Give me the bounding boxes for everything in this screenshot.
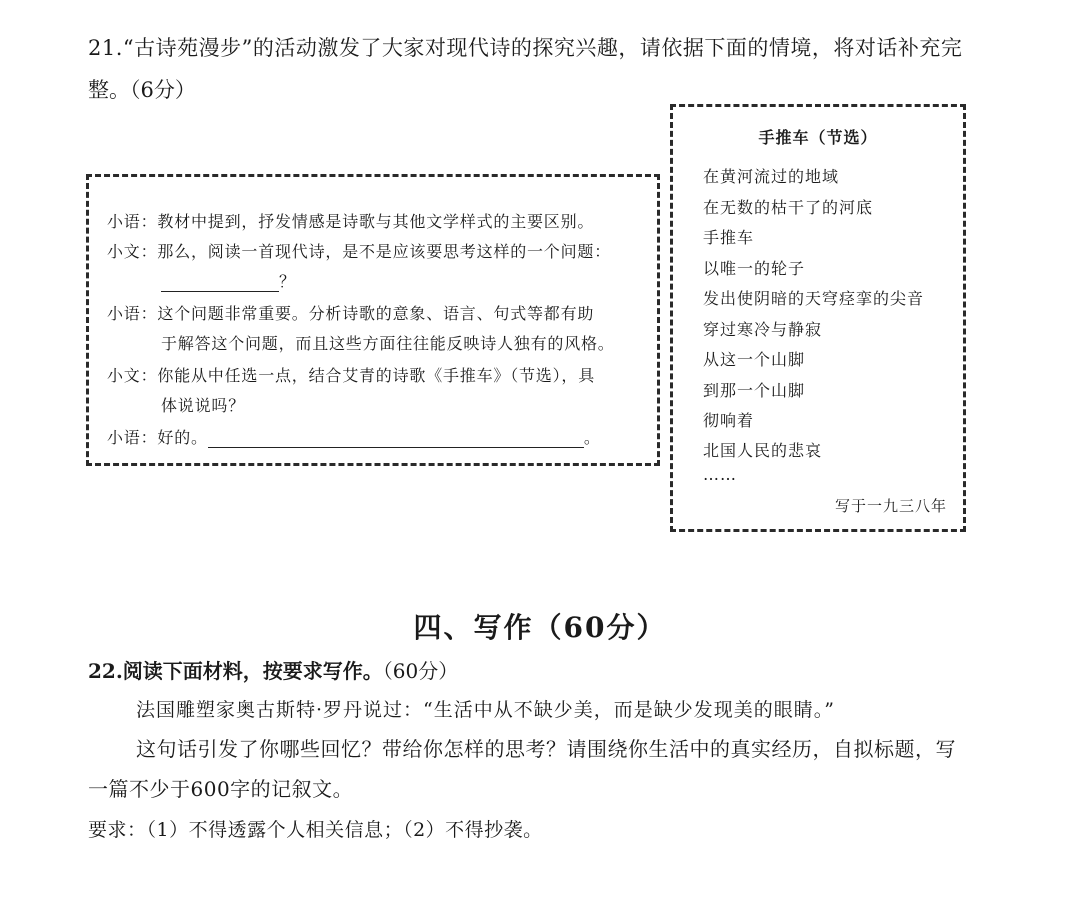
poem-line: 在无数的枯干了的河底 (703, 198, 874, 217)
question-22-prompt-line2: 一篇不少于600字的记叙文。 (88, 777, 354, 801)
dialogue-line: 体说说吗？ (161, 396, 246, 415)
poem-line: 彻响着 (703, 411, 755, 430)
question-22-heading: 22.阅读下面材料，按要求写作。 (88, 659, 383, 683)
answer-blank[interactable] (161, 273, 279, 292)
question-21-text-line2: 整。（6分） (88, 78, 196, 102)
dialogue-line: 小文：你能从中任选一点，结合艾青的诗歌《手推车》（节选），具 (107, 366, 596, 385)
question-22-requirements: 要求：（1）不得透露个人相关信息；（2）不得抄袭。 (88, 819, 543, 841)
poem-line: 到那一个山脚 (703, 381, 806, 400)
poem-date: 写于一九三八年 (834, 497, 947, 515)
section-title: 四、写作（60分） (413, 611, 667, 644)
dialogue-line: 小语：这个问题非常重要。分析诗歌的意象、语言、句式等都有助 (107, 304, 595, 323)
period-mark: 。 (583, 428, 601, 447)
dialogue-line: 小文：那么，阅读一首现代诗，是不是应该要思考这样的一个问题： (107, 242, 612, 261)
poem-line: 在黄河流过的地域 (703, 167, 840, 186)
dialogue-answer-blank-2 (107, 425, 601, 448)
answer-blank[interactable] (208, 429, 584, 448)
question-22-prompt-line1: 这句话引发了你哪些回忆？带给你怎样的思考？请围绕你生活中的真实经历，自拟标题，写 (136, 737, 956, 761)
poem-line: 发出使阴暗的天穹痉挛的尖音 (703, 289, 925, 308)
question-22-points: （60分） (382, 659, 459, 683)
question-mark: ？ (279, 272, 296, 291)
question-22-quote: 法国雕塑家奥古斯特·罗丹说过：“生活中从不缺少美，而是缺少发现美的眼睛。” (136, 699, 835, 721)
poem-line: 北国人民的悲哀 (703, 441, 823, 460)
dialogue-line: 于解答这个问题，而且这些方面往往能反映诗人独有的风格。 (161, 334, 615, 353)
dialogue-box (86, 174, 660, 466)
poem-line: 从这一个山脚 (703, 350, 806, 369)
dialogue-line-prefix: 小语：好的。 (107, 428, 208, 447)
poem-line: 穿过寒冷与静寂 (703, 320, 823, 339)
poem-line: 以唯一的轮子 (703, 259, 806, 278)
question-21-text-line1: 21.“古诗苑漫步”的活动激发了大家对现代诗的探究兴趣，请依据下面的情境，将对话补充完 (88, 36, 963, 60)
dialogue-answer-blank-1 (161, 269, 296, 292)
poem-ellipsis: …… (703, 465, 737, 484)
poem-box (670, 104, 966, 532)
poem-line: 手推车 (703, 228, 755, 247)
dialogue-line: 小语：教材中提到，抒发情感是诗歌与其他文学样式的主要区别。 (107, 212, 595, 231)
poem-title: 手推车（节选） (758, 128, 878, 147)
question-22-title (88, 655, 458, 684)
